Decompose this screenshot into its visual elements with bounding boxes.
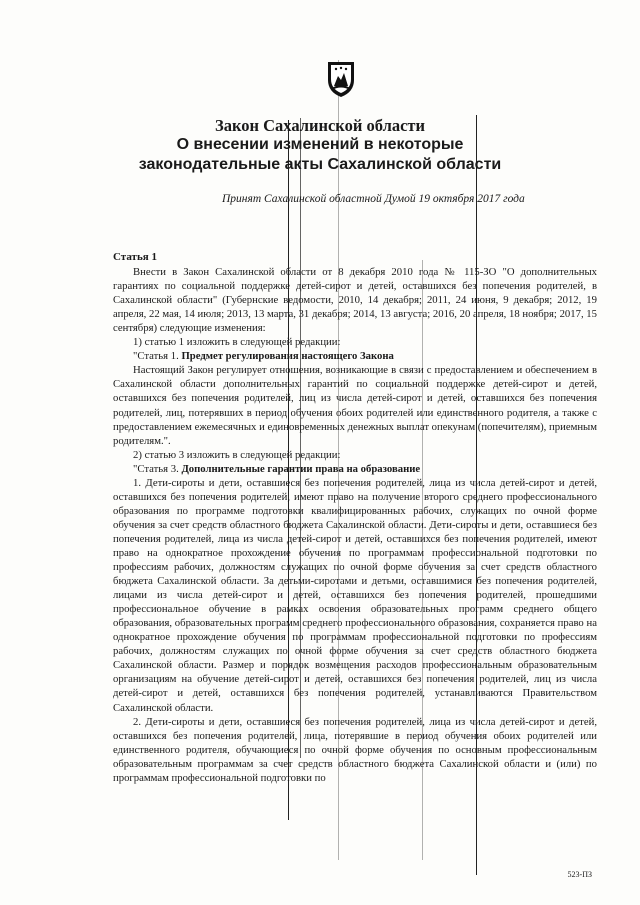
paragraph: 2. Дети-сироты и дети, оставшиеся без попечения родителей, лица из числа детей-сирот и детей, оставшихся без попечения родителей, лица, потерявшие в период обучения обоих родителей или единственного родителя, обучающиеся по очной форме обучения по основным профессиональным образовательным программам за счет средств областного бюджета Сахалинской области и (или) по программам профессиональной подготовки по <box>113 715 597 784</box>
title-line: Закон Сахалинской области <box>214 116 426 135</box>
article-subheading <box>113 349 597 363</box>
paragraph: 1. Дети-сироты и дети, оставшиеся без попечения родителей, лица из числа детей-сирот и детей, оставшихся без попечения родителей, имеют право на получение второго среднего профессионального образования по программе подготовки квалифицированных рабочих, служащих по очной форме обучения за счет средств областного бюджета Сахалинской области. Дети-сироты и дети, оставшиеся без попечения родителей, лица из числа детей-сирот и детей, оставшихся без попечения родителей, имеют право на однократное прохождение обучения по программам профессиональной подготовки по профессиям рабочих, должностям служащих по очной форме обучения за счет средств областного бюджета Сахалинской области. За детьми-сиротами и детьми, оставшимися без попечения родителей, лицами из числа детей-сирот и детей, оставшихся без попечения родителей, прошедшими профессиональное обучение в рамках освоения образовательных программ среднего общего образования, образовательных программ среднего профессионального образования, сохраняется право на однократное прохождение обучения по программам профессиональной подготовки по профессиям рабочих, должностям служащих по очной форме обучения за счет средств областного бюджета Сахалинской области. Размер и порядок возмещения расходов профессиональным образовательным организациям на обучение детей-сирот и детей, оставшихся без попечения родителей, лиц из числа детей-сирот и детей, оставшихся без попечения родителей, устанавливаются Правительством Сахалинской области. <box>113 476 597 714</box>
page-code: 523-ПЗ <box>567 870 592 879</box>
article-heading: Статья 1 <box>113 251 157 263</box>
adoption-note: Принят Сахалинской областной Думой 19 октября 2017 года <box>222 193 525 205</box>
title-line: О внесении изменений в некоторые <box>176 136 464 153</box>
title-line: законодательные акты Сахалинской области <box>138 156 502 173</box>
document-body <box>113 250 597 785</box>
article-subheading-title: Предмет регулирования настоящего Закона <box>181 350 394 363</box>
article-subheading <box>113 462 597 476</box>
paragraph: Внести в Закон Сахалинской области от 8 декабря 2010 года № 115-ЗО "О дополнительных гарантиях по социальной поддержке детей-сирот и детей, оставшихся без попечения родителей, в Сахалинской области" (Губернские ведомости, 2010, 14 декабря; 2011, 24 июня, 9 декабря; 2012, 19 апреля, 22 мая, 14 июля; 2013, 13 марта, 31 декабря; 2014, 13 августа; 2016, 20 апреля, 18 ноября; 2017, 15 сентября) следующие изменения: <box>113 266 597 335</box>
article-subheading-title: Дополнительные гарантии права на образование <box>181 462 421 475</box>
paragraph: Настоящий Закон регулирует отношения, возникающие в связи с предоставлением и обеспечением в Сахалинской области дополнительных гарантий по социальной поддержке детей-сирот и детей, оставшихся без попечения родителей, лиц из числа детей-сирот и детей, оставшихся без попечения родителей, лиц, потерявших в период обучения обоих родителей или единственного родителя, а также с предоставлением ежемесячных и единовременных денежных выплат опекунам (попечителям), приемным родителям.". <box>113 364 597 447</box>
coat-of-arms-emblem <box>326 58 356 98</box>
article-prefix: "Статья 3. <box>133 462 182 475</box>
paragraph: 1) статью 1 изложить в следующей редакции: <box>133 336 341 349</box>
article-prefix: "Статья 1. <box>133 350 182 363</box>
paragraph: 2) статью 3 изложить в следующей редакции: <box>133 448 341 461</box>
